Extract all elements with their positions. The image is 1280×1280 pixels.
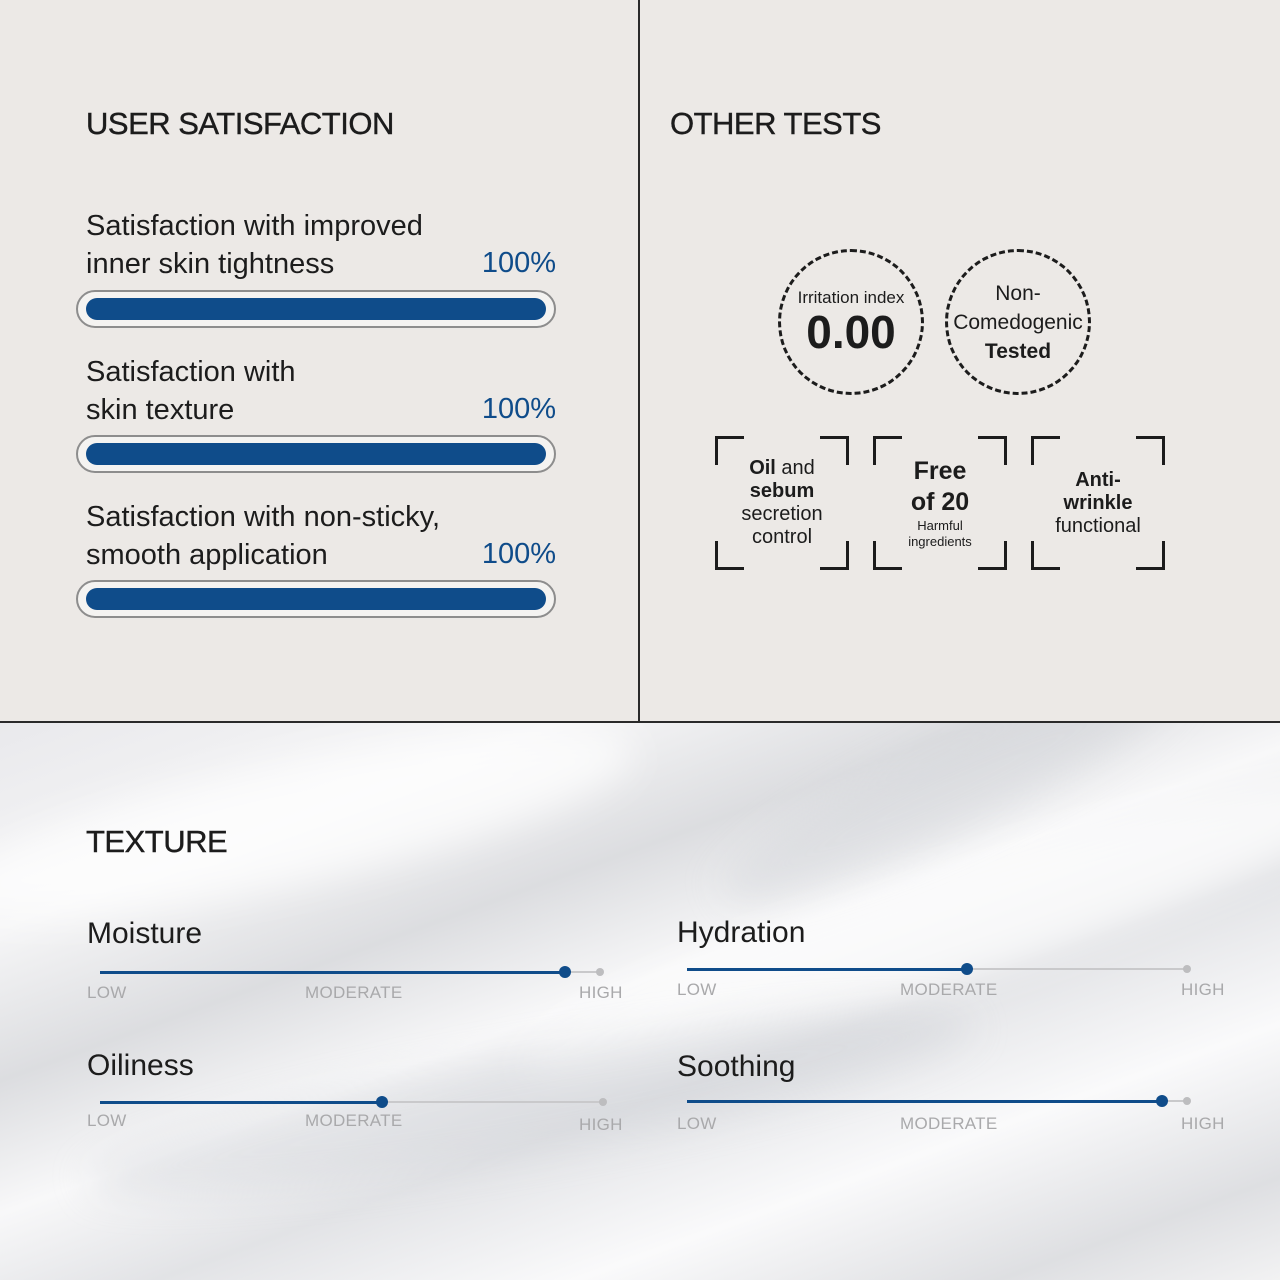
irritation-index-badge (778, 249, 924, 395)
scale-moderate: MODERATE (900, 1114, 998, 1133)
satisfaction-label-line1: Satisfaction with non-sticky, (86, 501, 441, 533)
corner-bracket (715, 541, 744, 570)
scale-high: HIGH (579, 983, 623, 1002)
irritation-value: 0.00 (806, 306, 896, 358)
irritation-label: Irritation index (797, 288, 905, 307)
satisfaction-bar (76, 580, 556, 618)
texture-slider (100, 1101, 603, 1103)
comedogenic-line2: Comedogenic (953, 310, 1083, 334)
satisfaction-percent: 100% (481, 538, 556, 570)
texture-slider-fill (687, 968, 967, 971)
anti-wrinkle-badge (1031, 436, 1165, 570)
satisfaction-label-line2: smooth application (86, 539, 328, 571)
satisfaction-bar (76, 435, 556, 473)
corner-bracket (1136, 436, 1165, 465)
texture-oiliness (87, 1049, 647, 1159)
satisfaction-label (86, 498, 546, 574)
scale-high: HIGH (579, 1115, 623, 1134)
texture-slider-fill (687, 1100, 1162, 1103)
texture-title: TEXTURE (86, 824, 228, 859)
texture-slider (687, 1100, 1187, 1102)
oil-line3: secretion (741, 503, 823, 525)
corner-bracket (1136, 541, 1165, 570)
scale-moderate: MODERATE (305, 983, 403, 1002)
oil-line2: sebum (749, 480, 815, 502)
satisfaction-label-line2: skin texture (86, 394, 235, 426)
texture-slider (100, 971, 600, 973)
scale-moderate: MODERATE (305, 1111, 403, 1130)
texture-soothing (677, 1050, 1237, 1160)
corner-bracket (1031, 541, 1060, 570)
corner-bracket (820, 541, 849, 570)
corner-bracket (978, 436, 1007, 465)
scale-high: HIGH (1181, 980, 1225, 999)
satisfaction-bar-fill (86, 298, 546, 320)
free-of-20-badge (873, 436, 1007, 570)
texture-hydration (677, 916, 1237, 1026)
texture-label: Oiliness (87, 1049, 194, 1082)
texture-slider (687, 968, 1187, 970)
satisfaction-item-texture (76, 353, 560, 493)
scale-high: HIGH (1181, 1114, 1225, 1133)
satisfaction-bar-fill (86, 443, 546, 465)
satisfaction-label (86, 353, 486, 429)
slider-end-dot (1183, 965, 1191, 973)
satisfaction-label-line1: Satisfaction with (86, 356, 296, 388)
free-line3: Harmful (917, 518, 963, 533)
satisfaction-percent: 100% (481, 393, 556, 425)
texture-label: Moisture (87, 917, 203, 950)
oil-line1 (749, 457, 815, 480)
texture-slider-knob (1156, 1095, 1168, 1107)
texture-slider-knob (961, 963, 973, 975)
satisfaction-label-line1: Satisfaction with improved (86, 210, 423, 242)
corner-bracket (1031, 436, 1060, 465)
free-line2: of 20 (910, 488, 970, 516)
texture-label: Soothing (677, 1050, 796, 1083)
comedogenic-line1: Non- (995, 281, 1041, 305)
corner-bracket (873, 541, 902, 570)
non-comedogenic-badge (945, 249, 1091, 395)
texture-slider-fill (100, 1101, 382, 1104)
scale-low: LOW (87, 1111, 127, 1130)
satisfaction-bar (76, 290, 556, 328)
slider-end-dot (599, 1098, 607, 1106)
other-tests-title: OTHER TESTS (670, 106, 881, 141)
corner-bracket (820, 436, 849, 465)
satisfaction-item-application (76, 498, 560, 638)
corner-bracket (978, 541, 1007, 570)
free-line1: Free (913, 457, 967, 485)
free-line4: ingredients (908, 534, 972, 549)
satisfaction-percent: 100% (481, 247, 556, 279)
texture-slider-fill (100, 971, 565, 974)
user-satisfaction-title: USER SATISFACTION (86, 106, 394, 141)
texture-moisture (87, 917, 647, 1027)
corner-bracket (715, 436, 744, 465)
vertical-divider (638, 0, 640, 722)
scale-moderate: MODERATE (900, 980, 998, 999)
satisfaction-bar-fill (86, 588, 546, 610)
wrinkle-line3: functional (1055, 514, 1141, 537)
satisfaction-label-line2: inner skin tightness (86, 248, 335, 280)
scale-low: LOW (677, 980, 717, 999)
and-word: and (775, 457, 815, 479)
satisfaction-label (86, 207, 486, 283)
corner-bracket (873, 436, 902, 465)
comedogenic-line3: Tested (984, 339, 1052, 363)
slider-end-dot (1183, 1097, 1191, 1105)
texture-label: Hydration (677, 916, 806, 949)
wrinkle-line1: Anti- (1075, 468, 1121, 491)
oil-word: Oil (749, 457, 776, 479)
texture-slider-knob (376, 1096, 388, 1108)
scale-low: LOW (87, 983, 127, 1002)
satisfaction-item-tightness (76, 207, 560, 347)
slider-end-dot (596, 968, 604, 976)
oil-sebum-control-badge (715, 436, 849, 570)
scale-low: LOW (677, 1114, 717, 1133)
oil-line4: control (751, 526, 813, 548)
wrinkle-line2: wrinkle (1063, 491, 1133, 514)
texture-slider-knob (559, 966, 571, 978)
